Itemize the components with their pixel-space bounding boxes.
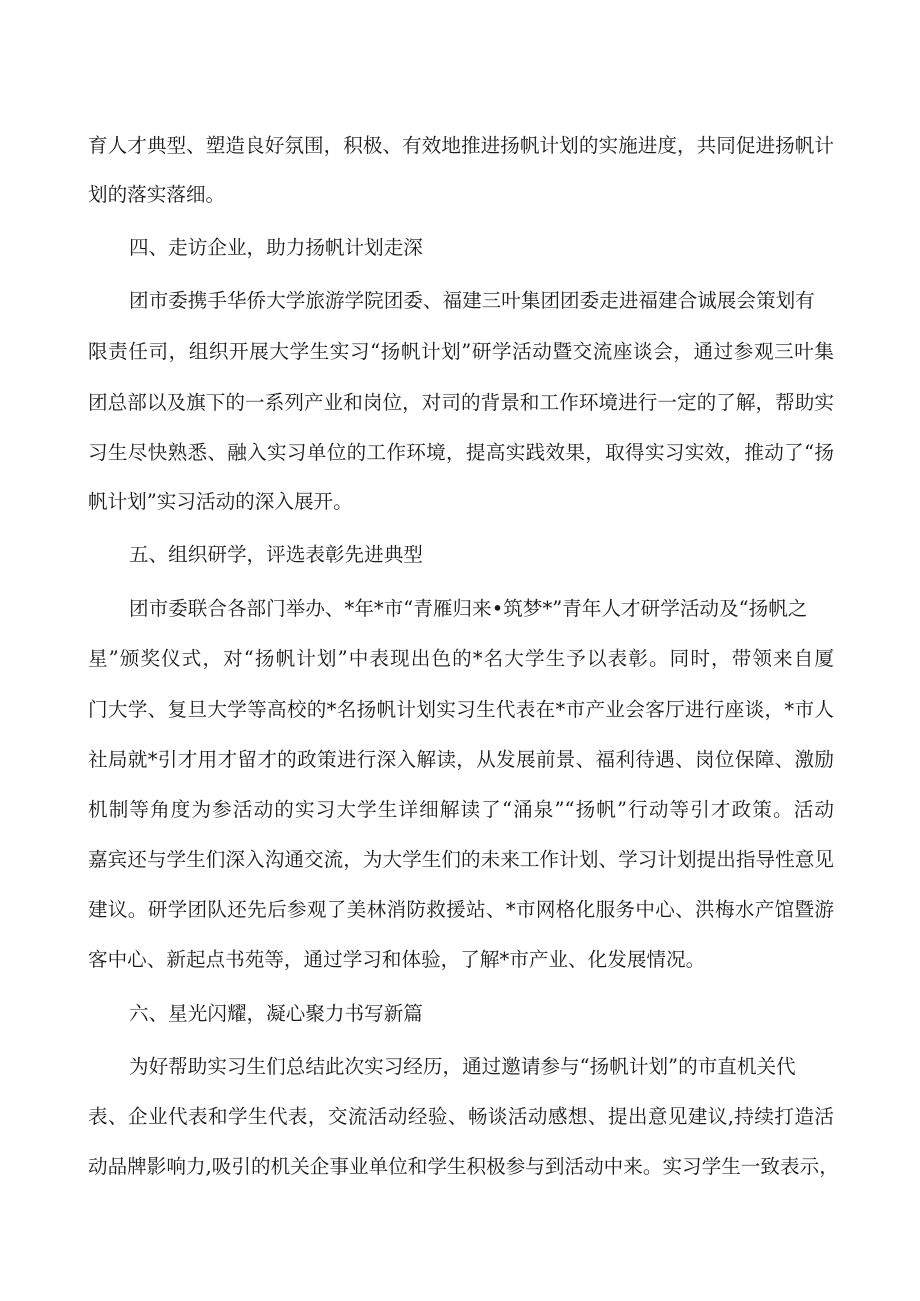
paragraph-text-line: 帆计划”实习活动的深入展开。 — [88, 490, 353, 513]
section-heading-4: 四、走访企业，助力扬帆计划走深 — [129, 236, 423, 259]
paragraph-text-line: 为好帮助实习生们总结此次实习经历，通过邀请参与“扬帆计划”的市直机关代 — [129, 1055, 796, 1078]
paragraph-text-line: 育人才典型、塑造良好氛围，积极、有效地推进扬帆计划的实施进度，共同促进扬帆计 — [88, 134, 834, 157]
paragraph-text-line: 限责任司，组织开展大学生实习“扬帆计划”研学活动暨交流座谈会，通过参观三叶集 — [88, 340, 834, 363]
paragraph-text-line: 建议。研学团队还先后参观了美林消防救援站、*市网格化服务中心、洪梅水产馆暨游 — [88, 898, 834, 921]
paragraph-text-line: 嘉宾还与学生们深入沟通交流，为大学生们的未来工作计划、学习计划提出指导性意见 — [88, 848, 834, 871]
paragraph-text-line: 划的落实落细。 — [88, 183, 226, 206]
section-heading-6: 六、星光闪耀，凝心聚力书写新篇 — [129, 1002, 423, 1025]
paragraph-text-line: 社局就*引才用才留才的政策进行深入解读，从发展前景、福利待遇、岗位保障、激励 — [88, 748, 834, 771]
paragraph-text-line: 团市委携手华侨大学旅游学院团委、福建三叶集团团委走进福建合诚展会策划有 — [129, 289, 815, 312]
paragraph-text-line: 星”颁奖仪式，对“扬帆计划”中表现出色的*名大学生予以表彰。同时，带领来自厦 — [88, 647, 834, 670]
paragraph-text-line: 表、企业代表和学生代表，交流活动经验、畅谈活动感想、提出意见建议,持续打造活 — [88, 1105, 834, 1128]
paragraph-text-line: 门大学、复旦大学等高校的*名扬帆计划实习生代表在*市产业会客厅进行座谈，*市人 — [88, 698, 834, 721]
paragraph-text-line: 习生尽快熟悉、融入实习单位的工作环境，提高实践效果，取得实习实效，推动了“扬 — [88, 441, 834, 464]
paragraph-text-line: 客中心、新起点书苑等，通过学习和体验，了解*市产业、化发展情况。 — [88, 948, 706, 971]
section-heading-5: 五、组织研学，评选表彰先进典型 — [129, 543, 423, 566]
paragraph-text-line: 团市委联合各部门举办、*年*市“青雁归来•筑梦*”青年人才研学活动及“扬帆之 — [129, 597, 808, 620]
paragraph-text-line: 动品牌影响力,吸引的机关企事业单位和学生积极参与到活动中来。实习学生一致表示， — [88, 1155, 839, 1178]
paragraph-text-line: 团总部以及旗下的一系列产业和岗位，对司的背景和工作环境进行一定的了解，帮助实 — [88, 391, 834, 414]
paragraph-text-line: 机制等角度为参活动的实习大学生详细解读了“涌泉”“扬帆”行动等引才政策。活动 — [88, 798, 834, 821]
